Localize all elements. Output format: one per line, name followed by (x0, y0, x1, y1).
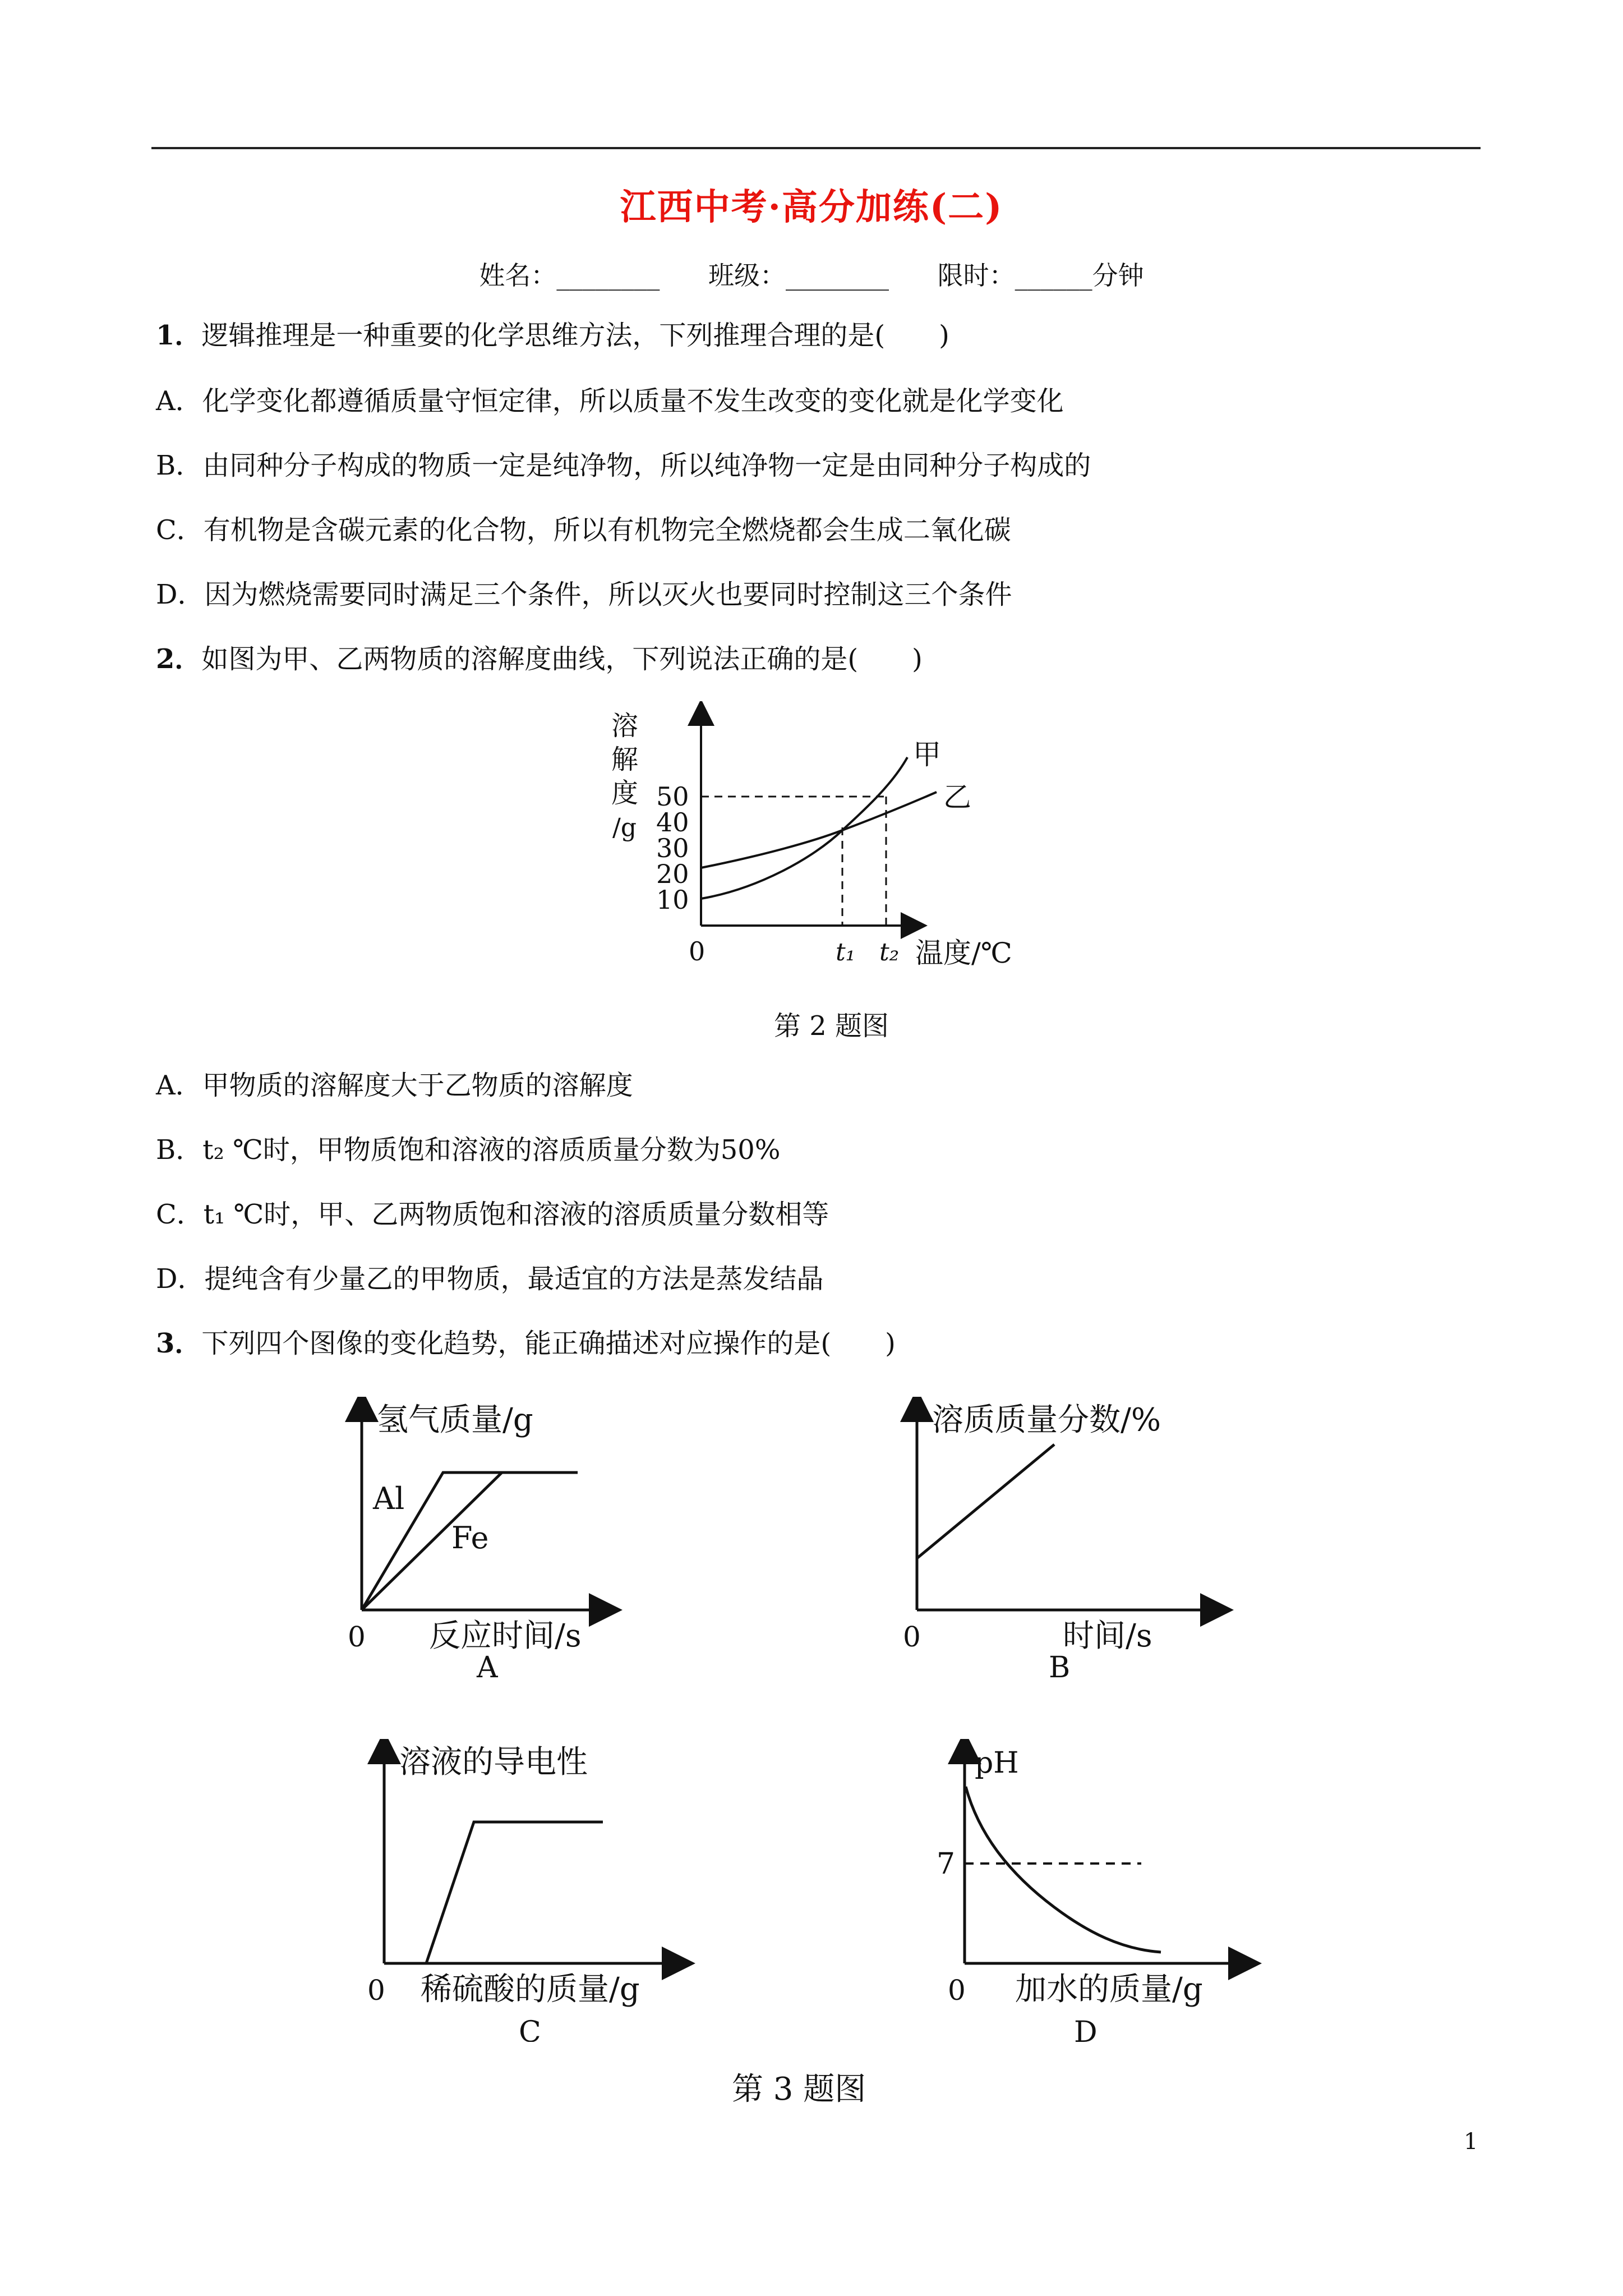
q1-option-a: A．化学变化都遵循质量守恒定律，所以质量不发生改变的变化就是化学变化 (156, 385, 1064, 417)
chart-c (365, 1739, 701, 2042)
chart-b-origin: 0 (903, 1621, 921, 1653)
q2-option-d: D．提纯含有少量乙的甲物质，最适宜的方法是蒸发结晶 (156, 1263, 824, 1295)
chart-c-ylabel: 溶液的导电性 (399, 1744, 588, 1780)
q1-option-c: C．有机物是含碳元素的化合物，所以有机物完全燃烧都会生成二氧化碳 (156, 514, 1011, 546)
student-info (0, 255, 1623, 292)
page-number: 1 (1464, 2129, 1478, 2155)
y-axis-label-char-1: 溶 (611, 710, 639, 742)
question-number: 2． (156, 643, 202, 675)
chart-c-xlabel: 稀硫酸的质量/g (421, 1971, 640, 2008)
chart-c-origin: 0 (367, 1974, 385, 2007)
series-al-label: Al (373, 1481, 405, 1516)
chart-b-ylabel: 溶质质量分数/% (932, 1402, 1161, 1438)
y-tick-label: 20 (656, 859, 689, 889)
q2-figure-caption: 第 2 题图 (774, 1010, 889, 1042)
q1-option-d: D．因为燃烧需要同时满足三个条件，所以灭火也要同时控制这三个条件 (156, 579, 1012, 610)
y-axis-label-char-3: 度 (611, 777, 639, 809)
chart-d (925, 1739, 1262, 2042)
chart-d-xlabel: 加水的质量/g (1015, 1971, 1203, 2008)
series-fe-label: Fe (451, 1520, 489, 1556)
q3-figure-caption: 第 3 题图 (732, 2071, 866, 2108)
origin-label: 0 (689, 936, 706, 967)
chart-d-origin: 0 (948, 1974, 966, 2007)
name-field: 姓名：________ (479, 260, 660, 291)
y-tick-label: 10 (656, 885, 689, 915)
q1-option-b: B．由同种分子构成的物质一定是纯净物，所以纯净物一定是由同种分子构成的 (156, 450, 1091, 481)
x-axis-label: 温度/℃ (915, 937, 1012, 969)
page-title: 江西中考·高分加练(二) (620, 186, 1003, 228)
y-tick-label: 50 (656, 781, 689, 812)
chart-d-ytick-7: 7 (937, 1847, 956, 1881)
question-stem: 逻辑推理是一种重要的化学思维方法，下列推理合理的是( ) (201, 320, 949, 351)
chart-a-ylabel: 氢气质量/g (377, 1402, 533, 1438)
chart-b-xlabel: 时间/s (1063, 1618, 1152, 1654)
tick-t2: t₂ (879, 938, 900, 967)
q2-option-b: B．t₂ ℃时，甲物质饱和溶液的溶质质量分数为50% (156, 1134, 781, 1166)
series-jia-label: 甲 (913, 738, 941, 771)
y-axis-label-char-2: 解 (611, 744, 639, 775)
chart-c-series (384, 1822, 603, 1963)
chart-b-letter: B (1049, 1651, 1071, 1677)
chart-a (342, 1397, 634, 1677)
chart-a-origin: 0 (348, 1621, 366, 1653)
chart-d-letter: D (1074, 2016, 1098, 2042)
question-number: 3． (156, 1328, 202, 1359)
chart-d-series (966, 1787, 1161, 1952)
question-2 (156, 642, 923, 676)
chart-a-xlabel: 反应时间/s (429, 1618, 582, 1654)
y-tick-label: 30 (656, 833, 689, 863)
question-1 (156, 319, 949, 352)
series-yi-curve (701, 792, 937, 868)
class-field: 班级：________ (708, 260, 889, 291)
question-3 (156, 1327, 896, 1360)
chart-a-letter: A (477, 1651, 498, 1677)
chart-b-series (917, 1444, 1054, 1558)
y-tick-label: 40 (656, 807, 689, 838)
question-stem: 下列四个图像的变化趋势，能正确描述对应操作的是( ) (201, 1328, 896, 1359)
time-field: 限时：______分钟 (937, 260, 1144, 291)
series-jia-curve (701, 757, 907, 899)
chart-d-ylabel: pH (975, 1746, 1019, 1780)
q2-option-c: C．t₁ ℃时，甲、乙两物质饱和溶液的溶质质量分数相等 (156, 1199, 829, 1230)
q2-option-a: A．甲物质的溶解度大于乙物质的溶解度 (156, 1070, 633, 1101)
solubility-chart (600, 701, 1038, 987)
tick-t1: t₁ (836, 938, 856, 967)
chart-b (897, 1397, 1234, 1677)
question-number: 1． (156, 320, 202, 351)
top-rule (151, 147, 1481, 149)
chart-c-letter: C (519, 2016, 541, 2042)
y-axis-label-char-4: /g (612, 813, 637, 842)
series-yi-label: 乙 (943, 781, 971, 813)
question-stem: 如图为甲、乙两物质的溶解度曲线，下列说法正确的是( ) (201, 643, 923, 675)
